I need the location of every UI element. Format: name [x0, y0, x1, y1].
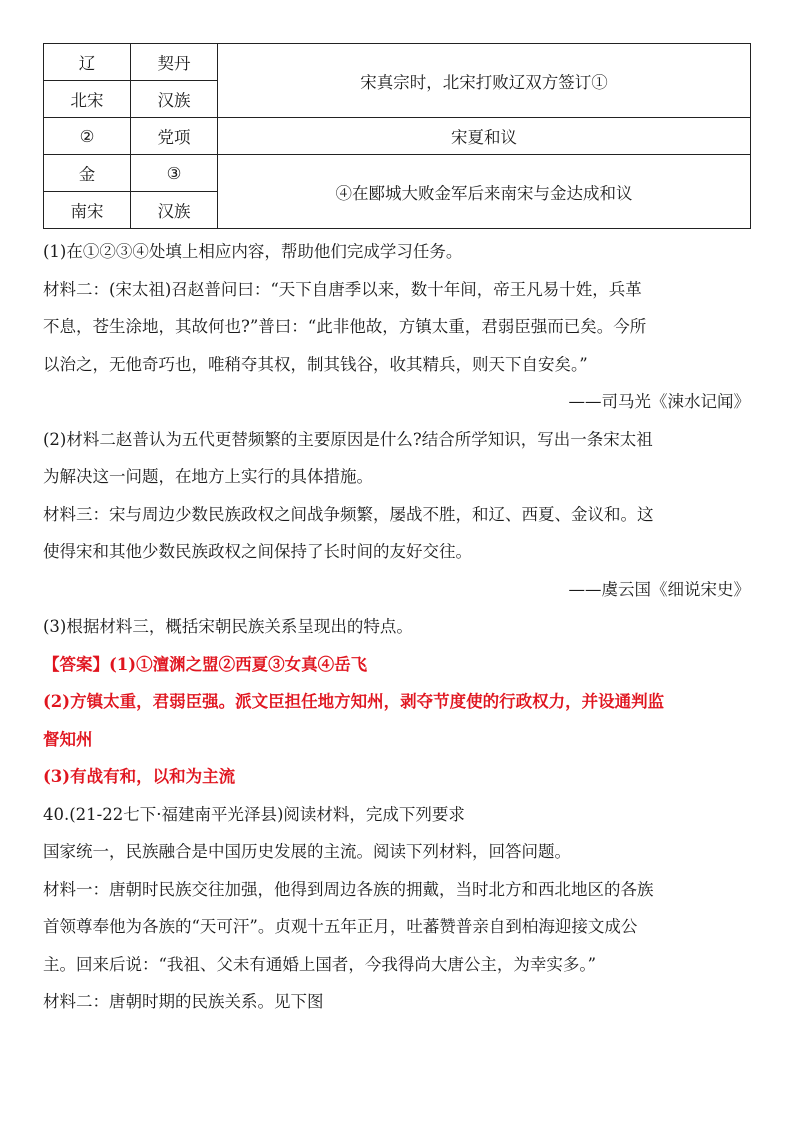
q40-material-1-line: 首领尊奉他为各族的“天可汗”。贞观十五年正月，吐蕃赞普亲自到柏海迎接文成公: [43, 917, 638, 936]
cell-dynasty: 辽: [44, 44, 131, 81]
cell-ethnic: ③: [131, 155, 218, 192]
table-row: [44, 44, 751, 81]
answer-1: [43, 646, 750, 684]
q40-material-1-line: 主。回来后说：“我祖、父未有通婚上国者，今我得尚大唐公主，为幸实多。”: [43, 954, 597, 974]
cell-event: 宋夏和议: [218, 118, 751, 155]
cell-ethnic: 汉族: [131, 81, 218, 118]
material-3-line: 材料三：宋与周边少数民族政权之间战争频繁，屡战不胜，和辽、西夏、金议和。这: [43, 504, 654, 524]
answer-2-line: 督知州: [43, 729, 93, 749]
question-40-intro: 国家统一，民族融合是中国历史发展的主流。阅读下列材料，回答问题。: [43, 842, 571, 861]
cell-dynasty: 南宋: [44, 192, 131, 229]
cell-ethnic: 党项: [131, 118, 218, 155]
q40-material-2: 材料二：唐朝时期的民族关系。见下图: [43, 992, 324, 1011]
material-2-source: ——司马光《涑水记闻》: [568, 392, 750, 411]
material-2-line: 不息，苍生涂地，其故何也?”普曰：“此非他故，方镇太重，君弱臣强而已矣。今所: [43, 317, 647, 336]
table-row: [44, 155, 751, 192]
question-2-line: (2)材料二赵普认为五代更替频繁的主要原因是什么?结合所学知识，写出一条宋太祖: [43, 429, 653, 449]
question-40-header: 40.(21-22七下·福建南平光泽县)阅读材料，完成下列要求: [43, 804, 465, 824]
material-2-line: 材料二：(宋太祖)召赵普问曰：“天下自唐季以来，数十年间，帝王凡易十姓，兵革: [43, 279, 642, 299]
material-3-line: 使得宋和其他少数民族政权之间保持了长时间的友好交往。: [43, 542, 472, 561]
cell-dynasty: ②: [44, 118, 131, 155]
answer-3: (3)有战有和，以和为主流: [43, 767, 236, 786]
material-2-line: 以治之，无他奇巧也，唯稍夺其权，制其钱谷，收其精兵，则天下自安矣。”: [43, 354, 588, 374]
answer-1-text: (1)①澶渊之盟②西夏③女真④岳飞: [109, 654, 368, 674]
question-3: (3)根据材料三，概括宋朝民族关系呈现出的特点。: [43, 617, 413, 636]
table-row: [44, 118, 751, 155]
document-page: [43, 43, 750, 1021]
answer-tag: 【答案】: [43, 654, 109, 674]
question-1: (1)在①②③④处填上相应内容，帮助他们完成学习任务。: [43, 242, 463, 261]
q40-material-1-line: 材料一：唐朝时民族交往加强，他得到周边各族的拥戴，当时北方和西北地区的各族: [43, 879, 654, 899]
cell-dynasty: 北宋: [44, 81, 131, 118]
question-2-line: 为解决这一问题，在地方上实行的具体措施。: [43, 467, 373, 486]
cell-ethnic: 汉族: [131, 192, 218, 229]
regimes-table: [43, 43, 751, 229]
cell-dynasty: 金: [44, 155, 131, 192]
cell-event: 宋真宗时，北宋打败辽双方签订①: [218, 44, 751, 118]
answer-2-line: (2)方镇太重，君弱臣强。派文臣担任地方知州，剥夺节度使的行政权力，并设通判监: [43, 692, 665, 711]
material-3-source: ——虞云国《细说宋史》: [568, 579, 750, 599]
cell-ethnic: 契丹: [131, 44, 218, 81]
cell-event: ④在郾城大败金军后来南宋与金达成和议: [218, 155, 751, 229]
